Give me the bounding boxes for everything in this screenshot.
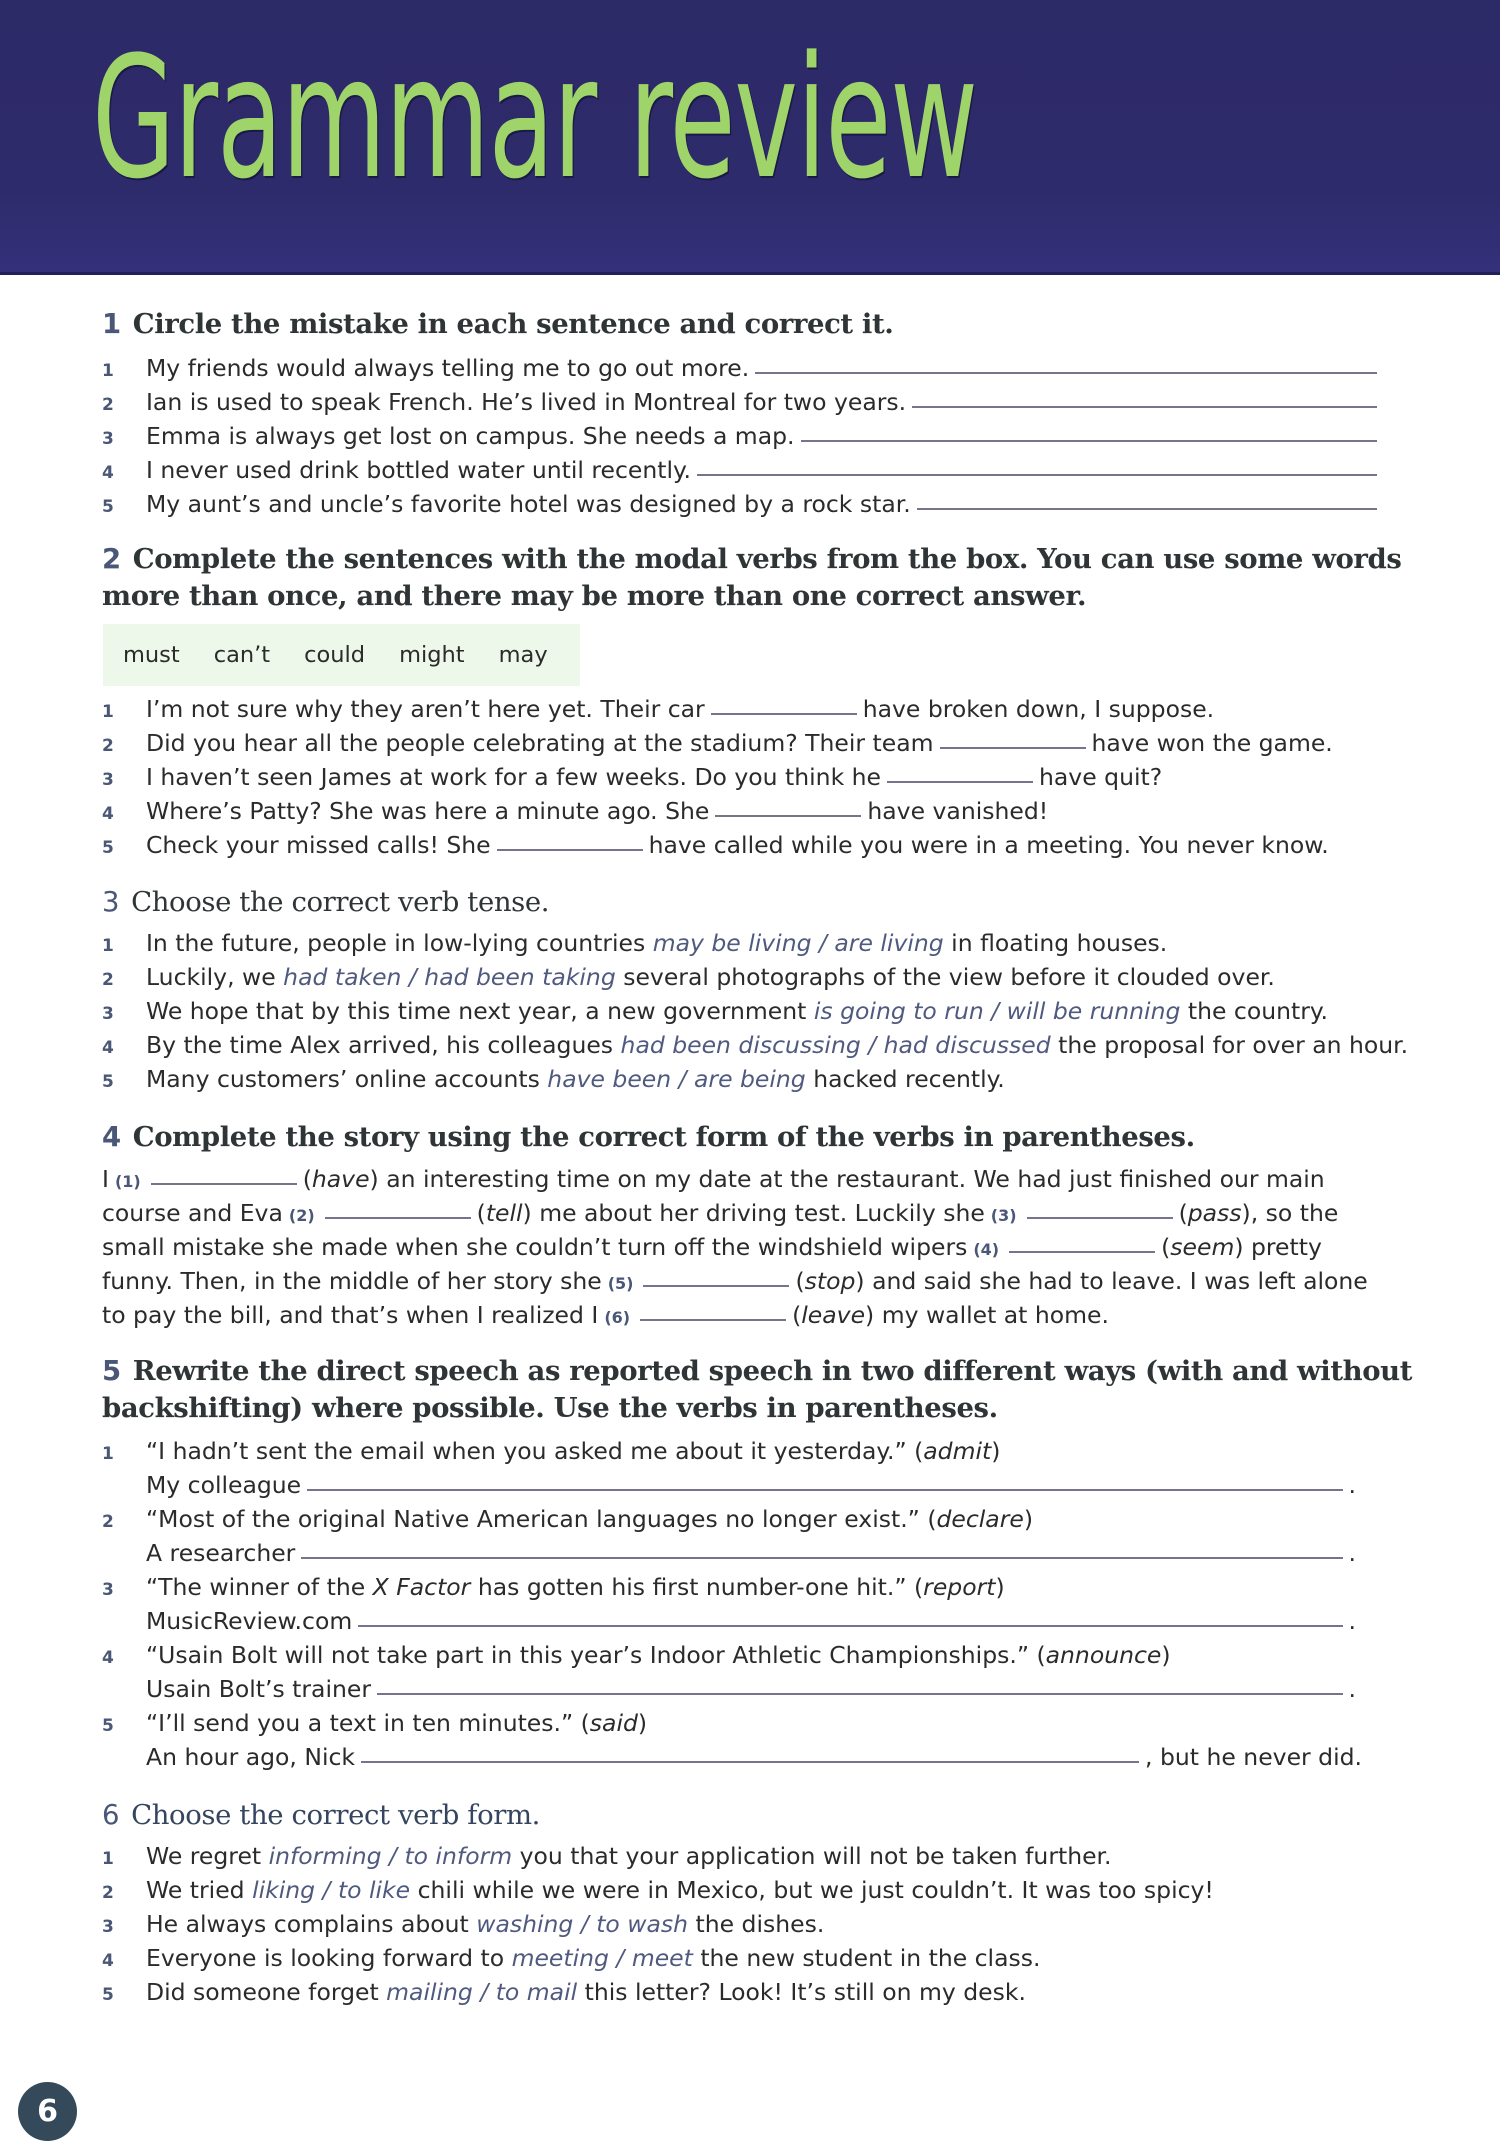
answer-line <box>146 1604 1356 1638</box>
section-number: 1 <box>102 308 121 340</box>
section-instruction: Rewrite the direct speech as reported speech in two different ways (with and without <box>132 1355 1413 1387</box>
choice-option-2[interactable]: had discussed <box>883 1031 1051 1059</box>
item-text: I never used drink bottled water until recently. <box>146 456 692 484</box>
answer-blank[interactable] <box>697 473 1377 476</box>
item-number: 2 <box>102 970 114 990</box>
answer-end: . <box>1348 1539 1356 1567</box>
item-text-after: the dishes. <box>695 1910 825 1938</box>
item-text: My friends would always telling me to go out more. <box>146 354 750 382</box>
item-text: I haven’t seen James at work for a few weeks. Do you think he <box>146 763 882 791</box>
item-text-after: in floating houses. <box>951 929 1168 957</box>
choice-separator: / <box>860 1031 884 1059</box>
answer-blank[interactable] <box>325 1216 471 1219</box>
exercise-item <box>102 794 1048 828</box>
reporting-verb: report <box>923 1573 996 1601</box>
exercise-item <box>102 1975 1026 2009</box>
exercise-item <box>102 926 1167 960</box>
exercise-item <box>102 453 1383 487</box>
section-instruction-cont: backshifting) where possible. Use the verbs in parentheses. <box>102 1392 998 1424</box>
section-number: 5 <box>102 1355 121 1387</box>
exercise-item <box>102 960 1275 994</box>
gap-reference: (5) <box>607 1274 634 1293</box>
item-text: Luckily, we <box>146 963 276 991</box>
answer-blank[interactable] <box>887 780 1033 783</box>
item-text-after: this letter? Look! It’s still on my desk. <box>584 1978 1026 2006</box>
item-number: 4 <box>102 1038 114 1058</box>
word-option: could <box>304 642 366 668</box>
item-number: 1 <box>102 1849 114 1869</box>
section-3-heading <box>102 884 549 921</box>
story-text: an interesting time on my date at the restaurant. We had just finished our main <box>386 1165 1325 1193</box>
item-text: Did someone forget <box>146 1978 379 2006</box>
item-text-after: hacked recently. <box>813 1065 1005 1093</box>
item-text: In the future, people in low-lying countries <box>146 929 646 957</box>
answer-blank[interactable] <box>1009 1250 1155 1253</box>
choice-option-1[interactable]: had taken <box>283 963 402 991</box>
choice-option-1[interactable]: mailing <box>386 1978 473 2006</box>
story-line: I (1) (have) an interesting time on my date at the restaurant. We had just finished our main <box>102 1165 1325 1193</box>
base-verb: leave <box>801 1301 866 1329</box>
choice-option-2[interactable]: meet <box>631 1944 693 1972</box>
choice-option-2[interactable]: are being <box>694 1065 806 1093</box>
answer-line <box>146 1468 1356 1502</box>
gap-reference: (3) <box>990 1206 1017 1225</box>
story-line: small mistake she made when she couldn’t turn off the windshield wipers (4) (seem) pretty <box>102 1233 1322 1261</box>
item-text: Check your missed calls! She <box>146 831 491 859</box>
item-number: 5 <box>102 1716 114 1736</box>
section-2-heading <box>102 541 1402 615</box>
choice-separator: / <box>472 1978 496 2006</box>
item-text: My aunt’s and uncle’s favorite hotel was designed by a rock star. <box>146 490 911 518</box>
item-text: He always complains about <box>146 1910 469 1938</box>
gap-reference: (4) <box>973 1240 1000 1259</box>
direct-speech: “The winner of the <box>146 1573 366 1601</box>
answer-blank[interactable] <box>940 746 1086 749</box>
item-text-after: the new student in the class. <box>700 1944 1041 1972</box>
base-verb: stop <box>804 1267 856 1295</box>
choice-separator: / <box>983 997 1007 1025</box>
exercise-item <box>102 1028 1408 1062</box>
item-number: 1 <box>102 361 114 381</box>
item-text: By the time Alex arrived, his colleagues <box>146 1031 614 1059</box>
direct-speech: “Most of the original Native American languages no longer exist.” <box>146 1505 920 1533</box>
item-text-after: have won the game. <box>1091 729 1333 757</box>
exercise-item <box>102 487 1383 521</box>
answer-blank[interactable] <box>361 1760 1139 1763</box>
story-text: my wallet at home. <box>881 1301 1109 1329</box>
item-text: Where’s Patty? She was here a minute ago. She <box>146 797 710 825</box>
section-instruction: Complete the sentences with the modal verbs from the box. You can use some words <box>132 543 1402 575</box>
exercise-item <box>102 726 1333 760</box>
choice-option-1[interactable]: may be living <box>652 929 812 957</box>
item-number: 2 <box>102 736 114 756</box>
story-text: course and Eva <box>102 1199 283 1227</box>
direct-speech: “I’ll send you a text in ten minutes.” <box>146 1709 574 1737</box>
answer-blank[interactable] <box>1027 1216 1173 1219</box>
gap-reference: (6) <box>604 1308 631 1327</box>
item-text-after: have called while you were in a meeting. You never know. <box>648 831 1329 859</box>
word-option: can’t <box>213 642 271 668</box>
story-line: course and Eva (2) (tell) me about her driving test. Luckily she (3) (pass), so the <box>102 1199 1339 1227</box>
exercise-item: 3 “The winner of the X Factor has gotten his first number-one hit.” ( report ) <box>102 1570 1005 1604</box>
choice-option-1[interactable]: informing <box>268 1842 382 1870</box>
item-number: 2 <box>102 1883 114 1903</box>
choice-option-1[interactable]: have been <box>547 1065 672 1093</box>
choice-option-1[interactable]: had been discussing <box>620 1031 861 1059</box>
exercise-item <box>102 1839 1112 1873</box>
exercise-item <box>102 1873 1214 1907</box>
section-6-heading <box>102 1797 540 1834</box>
reporting-verb: announce <box>1045 1641 1162 1669</box>
choice-separator: / <box>401 963 425 991</box>
item-number: 3 <box>102 1917 114 1937</box>
gap-reference: (1) <box>114 1172 141 1191</box>
word-option: must <box>123 642 180 668</box>
page-number-badge: 6 <box>18 2082 77 2141</box>
item-text: We regret <box>146 1842 262 1870</box>
item-text-after: have vanished! <box>867 797 1049 825</box>
choice-separator: / <box>671 1065 695 1093</box>
exercise-item <box>102 760 1162 794</box>
item-number: 5 <box>102 838 114 858</box>
answer-lead: My colleague <box>146 1471 302 1499</box>
story-text: and said she had to leave. I was left alone <box>872 1267 1368 1295</box>
story-text: pretty <box>1251 1233 1322 1261</box>
story-text: me about her driving test. Luckily she <box>539 1199 985 1227</box>
section-instruction: Choose the correct verb form. <box>131 1799 540 1831</box>
choice-separator: / <box>381 1842 405 1870</box>
item-number: 5 <box>102 497 114 517</box>
reporting-verb: said <box>589 1709 638 1737</box>
item-number: 1 <box>102 1444 114 1464</box>
answer-lead: Usain Bolt’s trainer <box>146 1675 371 1703</box>
section-number: 2 <box>102 543 121 575</box>
answer-lead: A researcher <box>146 1539 296 1567</box>
answer-blank[interactable] <box>640 1318 786 1321</box>
answer-blank[interactable] <box>377 1692 1343 1695</box>
page-header-banner <box>0 0 1500 275</box>
direct-speech: “I hadn’t sent the email when you asked me about it yesterday.” <box>146 1437 907 1465</box>
item-number: 5 <box>102 1072 114 1092</box>
item-text-after: have quit? <box>1039 763 1163 791</box>
item-text-after: you that your application will not be taken further. <box>519 1842 1112 1870</box>
exercise-item <box>102 1907 824 1941</box>
item-number: 3 <box>102 1004 114 1024</box>
choice-separator: / <box>608 1944 632 1972</box>
item-text: We hope that by this time next year, a new government <box>146 997 807 1025</box>
item-number: 1 <box>102 936 114 956</box>
item-number: 5 <box>102 1985 114 2005</box>
item-number: 4 <box>102 1648 114 1668</box>
item-number: 4 <box>102 463 114 483</box>
reporting-verb: admit <box>923 1437 992 1465</box>
choice-option-1[interactable]: liking <box>252 1876 316 1904</box>
choice-option-2[interactable]: will be running <box>1006 997 1181 1025</box>
item-text: Emma is always get lost on campus. She needs a map. <box>146 422 795 450</box>
section-1-heading <box>102 306 893 343</box>
exercise-item <box>102 994 1328 1028</box>
section-4-heading <box>102 1119 1195 1156</box>
section-number: 3 <box>102 886 120 918</box>
answer-blank[interactable] <box>358 1624 1342 1627</box>
item-text: Ian is used to speak French. He’s lived in Montreal for two years. <box>146 388 907 416</box>
answer-blank[interactable] <box>711 712 857 715</box>
story-text: I <box>102 1165 109 1193</box>
exercise-item <box>102 1941 1040 1975</box>
item-text: I’m not sure why they aren’t here yet. Their car <box>146 695 705 723</box>
exercise-item <box>102 828 1329 862</box>
item-number: 3 <box>102 770 114 790</box>
item-text: Did you hear all the people celebrating at the stadium? Their team <box>146 729 934 757</box>
choice-option-1[interactable]: is going to run <box>813 997 984 1025</box>
answer-line <box>146 1740 1362 1774</box>
answer-end: . <box>1348 1471 1356 1499</box>
answer-blank[interactable] <box>301 1556 1342 1559</box>
choice-option-2[interactable]: had been taking <box>424 963 616 991</box>
gap-reference: (2) <box>288 1206 315 1225</box>
exercise-item <box>102 385 1383 419</box>
base-verb: tell <box>485 1199 523 1227</box>
answer-lead: An hour ago, Nick <box>146 1743 356 1771</box>
story-text: , so the <box>1250 1199 1339 1227</box>
base-verb: have <box>311 1165 370 1193</box>
exercise-item <box>102 351 1383 385</box>
reporting-verb: declare <box>936 1505 1024 1533</box>
choice-separator: / <box>315 1876 338 1904</box>
item-text-after: have broken down, I suppose. <box>862 695 1215 723</box>
item-number: 3 <box>102 1580 114 1600</box>
story-line: funny. Then, in the middle of her story she (5) (stop) and said she had to leave. I was left alone <box>102 1267 1368 1295</box>
exercise-item: 1 “I hadn’t sent the email when you asked me about it yesterday.” ( admit ) <box>102 1434 1000 1468</box>
answer-blank[interactable] <box>801 439 1378 442</box>
exercise-item: 4 “Usain Bolt will not take part in this year’s Indoor Athletic Championships.” ( announce ) <box>102 1638 1171 1672</box>
exercise-item <box>102 692 1214 726</box>
item-number: 2 <box>102 1512 114 1532</box>
choice-option-2[interactable]: are living <box>834 929 944 957</box>
exercise-item: 5 “I’ll send you a text in ten minutes.” ( said ) <box>102 1706 647 1740</box>
choice-option-2[interactable]: to like <box>337 1876 411 1904</box>
item-number: 4 <box>102 1951 114 1971</box>
exercise-item <box>102 1062 1005 1096</box>
story-text: funny. Then, in the middle of her story she <box>102 1267 602 1295</box>
item-text-after: the proposal for over an hour. <box>1058 1031 1409 1059</box>
answer-blank[interactable] <box>917 507 1377 510</box>
direct-speech: “Usain Bolt will not take part in this year’s Indoor Athletic Championships.” <box>146 1641 1029 1669</box>
page-title: Grammar review <box>92 20 977 216</box>
story-text: to pay the bill, and that’s when I realized I <box>102 1301 599 1329</box>
answer-end: . <box>1348 1675 1356 1703</box>
story-text: small mistake she made when she couldn’t turn off the windshield wipers <box>102 1233 968 1261</box>
choice-separator: / <box>811 929 835 957</box>
answer-line <box>146 1672 1356 1706</box>
base-verb: pass <box>1187 1199 1242 1227</box>
choice-option-2[interactable]: to inform <box>404 1842 513 1870</box>
story-line: to pay the bill, and that’s when I realized I (6) (leave) my wallet at home. <box>102 1301 1109 1329</box>
word-box <box>103 624 580 686</box>
answer-lead: MusicReview.com <box>146 1607 353 1635</box>
exercise-item <box>102 419 1383 453</box>
item-text-after: the country. <box>1187 997 1328 1025</box>
answer-blank[interactable] <box>151 1182 297 1185</box>
item-text: Everyone is looking forward to <box>146 1944 505 1972</box>
section-instruction: Complete the story using the correct form of the verbs in parentheses. <box>132 1121 1195 1153</box>
base-verb: seem <box>1170 1233 1235 1261</box>
choice-option-2[interactable]: to wash <box>596 1910 689 1938</box>
answer-blank[interactable] <box>912 405 1377 408</box>
word-option: may <box>498 642 548 668</box>
choice-option-2[interactable]: to mail <box>495 1978 578 2006</box>
answer-end: . <box>1348 1607 1356 1635</box>
item-number: 1 <box>102 702 114 722</box>
direct-speech-rest: has gotten his first number-one hit.” <box>477 1573 907 1601</box>
item-number: 4 <box>102 804 114 824</box>
exercise-item: 2 “Most of the original Native American languages no longer exist.” ( declare ) <box>102 1502 1033 1536</box>
word-option: might <box>399 642 465 668</box>
answer-blank[interactable] <box>497 848 643 851</box>
answer-end: , but he never did. <box>1145 1743 1362 1771</box>
section-instruction: Circle the mistake in each sentence and correct it. <box>132 308 894 340</box>
section-instruction: Choose the correct verb tense. <box>131 886 550 918</box>
title-italic: X Factor <box>372 1573 471 1601</box>
answer-line <box>146 1536 1356 1570</box>
choice-option-1[interactable]: washing <box>476 1910 574 1938</box>
section-number: 4 <box>102 1121 121 1153</box>
choice-separator: / <box>573 1910 597 1938</box>
answer-blank[interactable] <box>307 1488 1342 1491</box>
item-text-after: several photographs of the view before it clouded over. <box>623 963 1275 991</box>
section-instruction-cont: more than once, and there may be more than one correct answer. <box>102 580 1087 612</box>
choice-option-1[interactable]: meeting <box>511 1944 609 1972</box>
answer-blank[interactable] <box>643 1284 789 1287</box>
item-number: 3 <box>102 429 114 449</box>
item-number: 2 <box>102 395 114 415</box>
section-number: 6 <box>102 1799 120 1831</box>
item-text-after: chili while we were in Mexico, but we just couldn’t. It was too spicy! <box>417 1876 1214 1904</box>
answer-blank[interactable] <box>715 814 861 817</box>
item-text: Many customers’ online accounts <box>146 1065 540 1093</box>
item-text: We tried <box>146 1876 245 1904</box>
section-5-heading <box>102 1353 1413 1427</box>
answer-blank[interactable] <box>755 371 1377 374</box>
